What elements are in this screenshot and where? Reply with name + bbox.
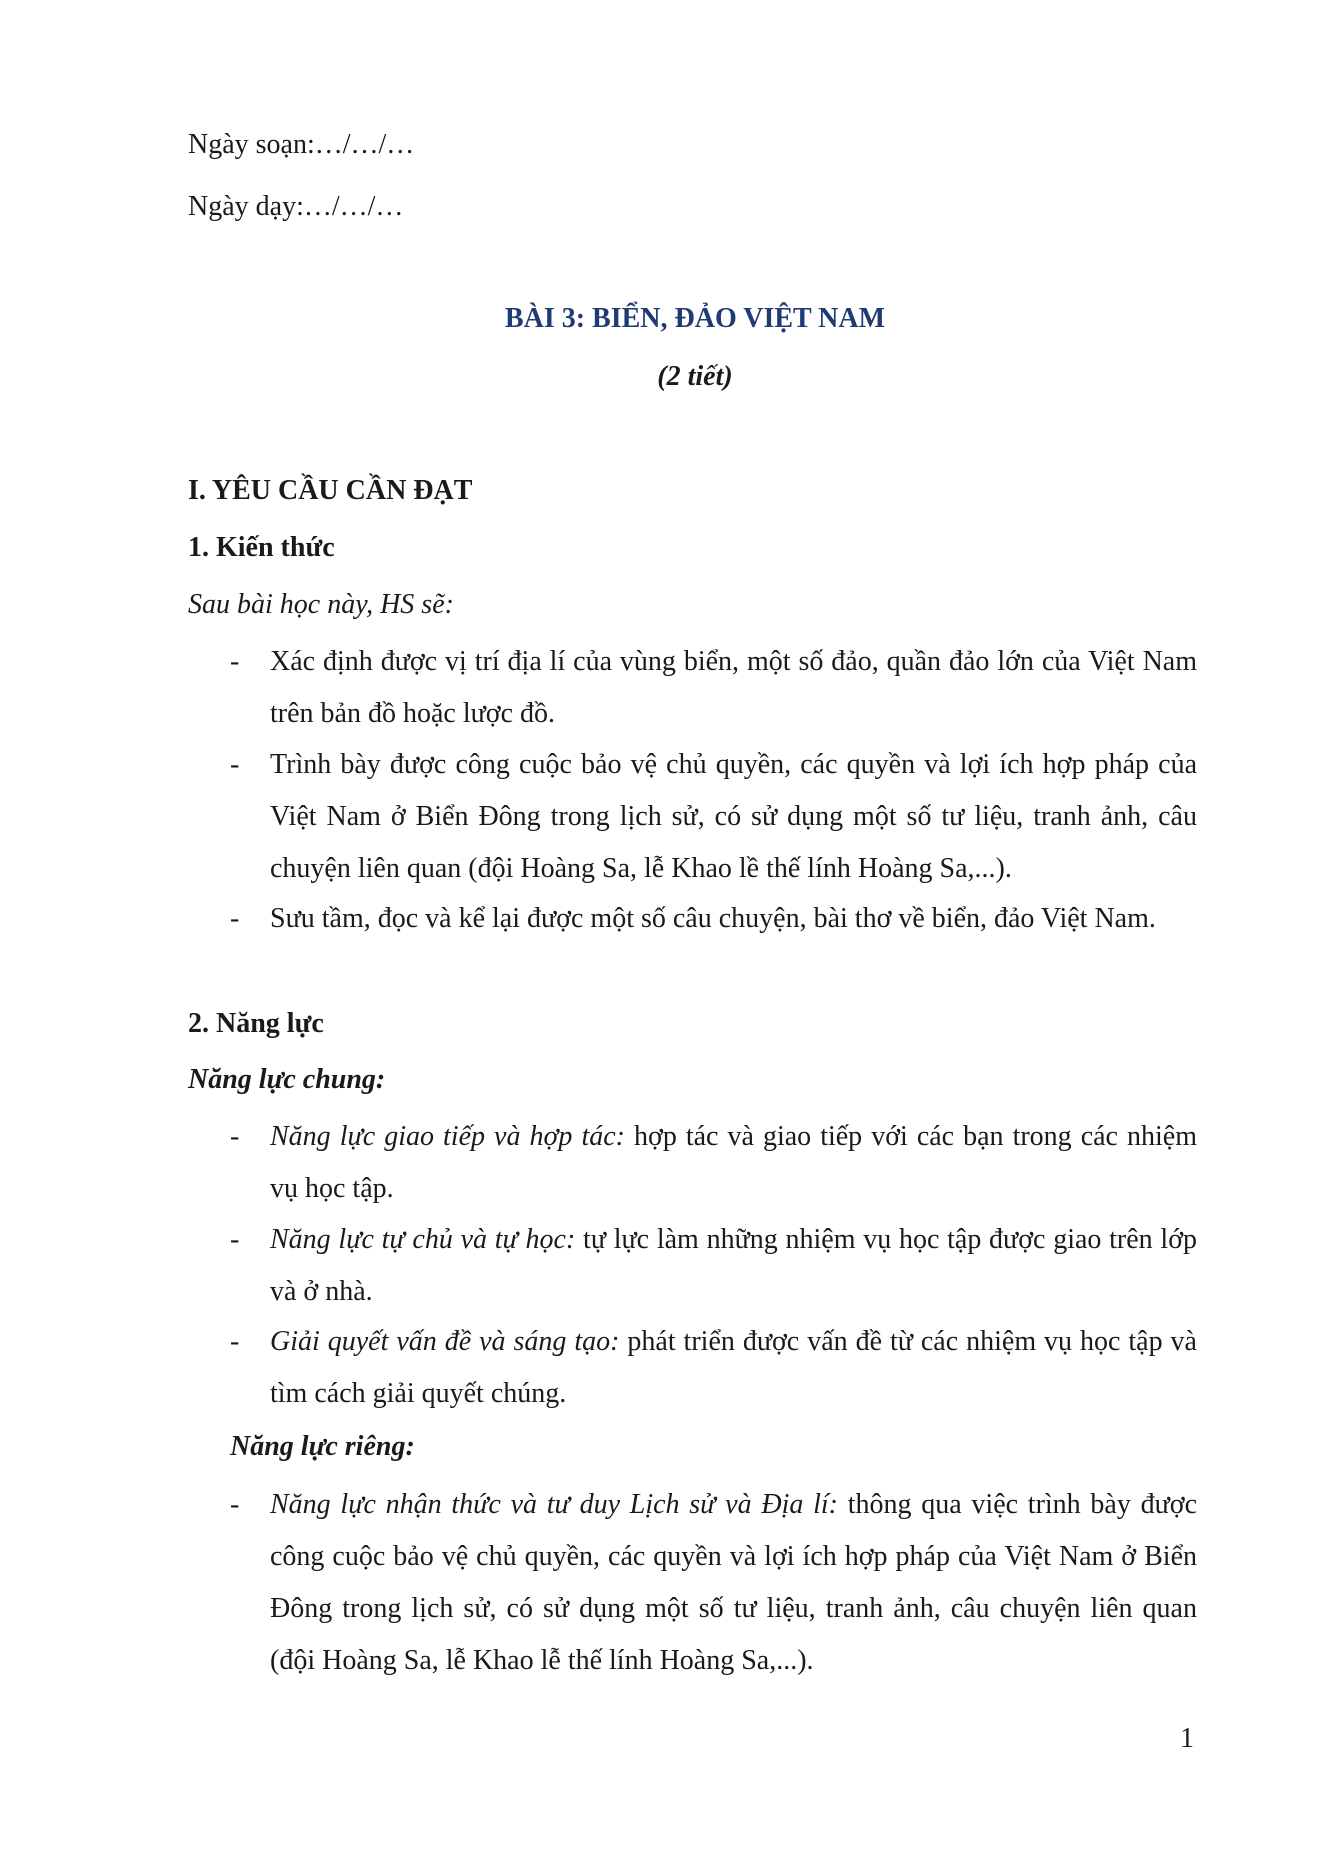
page-number: 1 xyxy=(1180,1723,1194,1754)
competence-label: Năng lực nhận thức và tư duy Lịch sử và Địa lí: xyxy=(270,1489,838,1520)
bullet-mark: - xyxy=(230,749,240,780)
lesson-title: BÀI 3: BIỂN, ĐẢO VIỆT NAM xyxy=(504,303,886,334)
bullet-mark: - xyxy=(230,646,240,677)
bullet-mark: - xyxy=(230,903,240,934)
bullet-mark: - xyxy=(230,1121,240,1152)
knowledge-heading: 1. Kiến thức xyxy=(188,532,335,563)
specific-competence-heading: Năng lực riêng: xyxy=(230,1431,415,1462)
competence-text: phát triển được vấn đề từ các nhiệm vụ học tập và tìm cách giải quyết chúng. xyxy=(270,1326,1197,1409)
ngay-day: Ngày dạy:…/…/… xyxy=(188,191,404,222)
specific-competence-item xyxy=(270,1479,1197,1687)
general-competence-item xyxy=(270,1214,1197,1318)
knowledge-item: Xác định được vị trí địa lí của vùng biển, một số đảo, quần đảo lớn của Việt Nam trên bản đồ hoặc lược đồ. xyxy=(270,646,1197,729)
competence-label: Giải quyết vấn đề và sáng tạo: xyxy=(270,1326,620,1357)
knowledge-item: Trình bày được công cuộc bảo vệ chủ quyền, các quyền và lợi ích hợp pháp của Việt Nam ở Biển Đông trong lịch sử, có sử dụng một số tư liệu, tranh ảnh, câu chuyện liên quan (đội Hoàng Sa, lễ Khao lề thế lính Hoàng Sa,...). xyxy=(270,749,1197,884)
competence-heading: 2. Năng lực xyxy=(188,1008,324,1039)
competence-label: Năng lực tự chủ và tự học: xyxy=(270,1224,576,1255)
general-competence-item xyxy=(270,1111,1197,1215)
general-competence-heading: Năng lực chung: xyxy=(188,1064,386,1095)
lesson-duration: (2 tiết) xyxy=(657,361,733,392)
competence-text: thông qua việc trình bày được công cuộc bảo vệ chủ quyền, các quyền và lợi ích hợp pháp của Việt Nam ở Biển Đông trong lịch sử, có sử dụng một số tư liệu, tranh ảnh, câu chuyện liên quan (đội Hoàng Sa, lễ Khao lễ thế lính Hoàng Sa,...). xyxy=(270,1489,1198,1676)
knowledge-item: Sưu tầm, đọc và kể lại được một số câu chuyện, bài thơ về biển, đảo Việt Nam. xyxy=(270,903,1156,934)
knowledge-intro: Sau bài học này, HS sẽ: xyxy=(188,589,454,620)
bullet-mark: - xyxy=(230,1326,240,1357)
competence-label: Năng lực giao tiếp và hợp tác: xyxy=(270,1121,625,1152)
bullet-mark: - xyxy=(230,1224,240,1255)
ngay-soan: Ngày soạn:…/…/… xyxy=(188,129,415,160)
competence-text: hợp tác và giao tiếp với các bạn trong các nhiệm vụ học tập. xyxy=(270,1121,1197,1204)
general-competence-item xyxy=(270,1316,1197,1420)
section-heading-requirements: I. YÊU CẦU CẦN ĐẠT xyxy=(188,475,473,506)
bullet-mark: - xyxy=(230,1489,240,1520)
competence-text: tự lực làm những nhiệm vụ học tập được giao trên lớp và ở nhà. xyxy=(270,1224,1197,1307)
